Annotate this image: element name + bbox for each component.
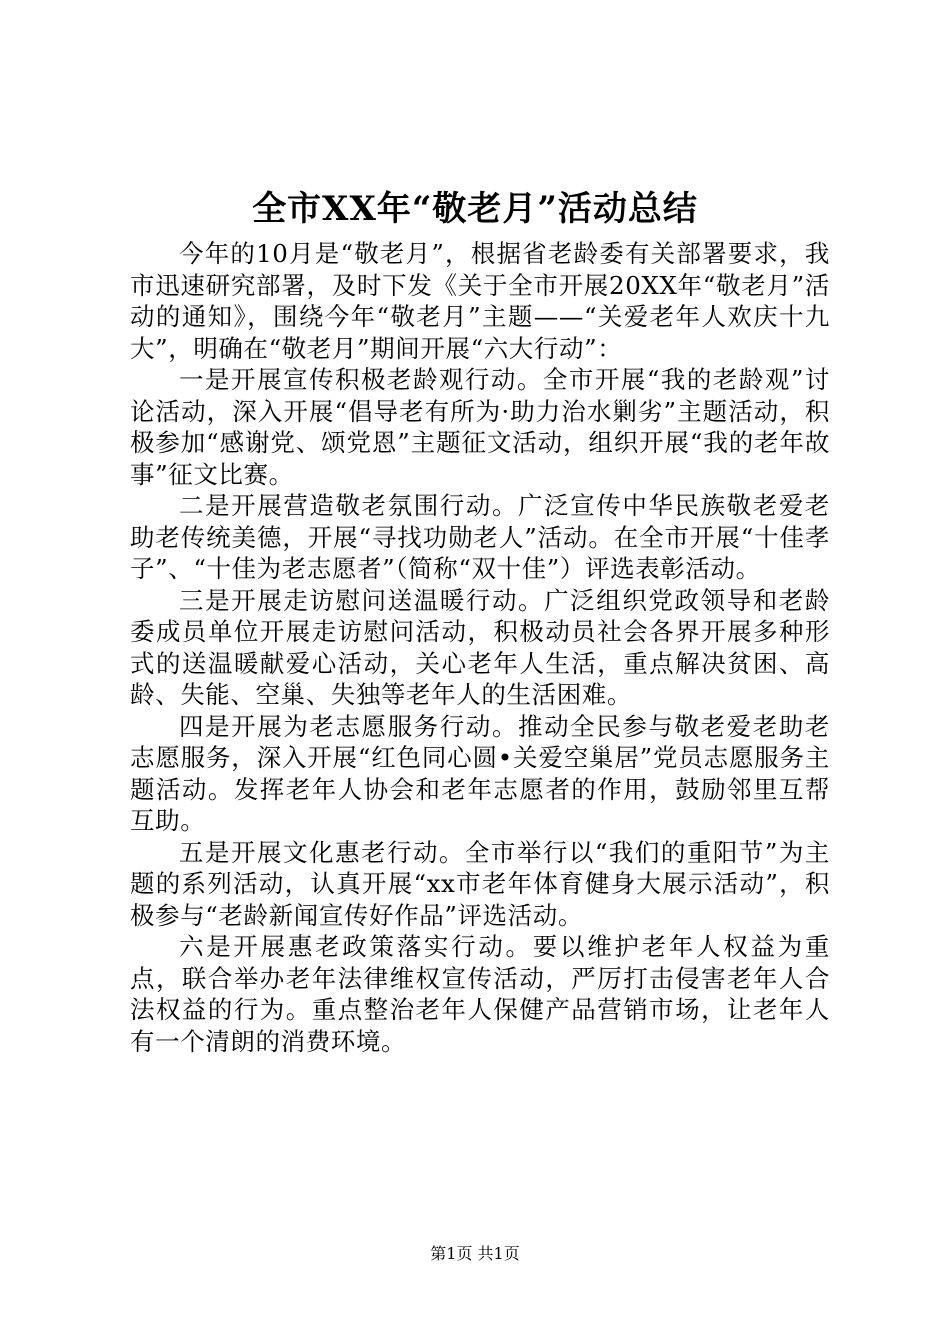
- action-five-paragraph: 五是开展文化惠老行动。全市举行以“我们的重阳节”为主题的系列活动，认真开展“xx市老年体育健身大展示活动”，积极参与“老龄新闻宣传好作品”评选活动。: [130, 837, 830, 930]
- page-number-footer: 第1页 共1页: [430, 1244, 520, 1263]
- action-six-paragraph: 六是开展惠老政策落实行动。要以维护老年人权益为重点，联合举办老年法律维权宣传活动，严厉打击侵害老年人合法权益的行为。重点整治老年人保健产品营销市场，让老年人有一个清朗的消费环境。: [130, 932, 830, 1056]
- document-body: [130, 238, 830, 1057]
- action-one-paragraph: 一是开展宣传积极老龄观行动。全市开展“我的老龄观”讨论活动，深入开展“倡导老有所为·助力治水剿劣”主题活动，积极参加“感谢党、颂党恩”主题征文活动，组织开展“我的老年故事”征文比赛。: [130, 365, 830, 489]
- action-four-paragraph: 四是开展为老志愿服务行动。推动全民参与敬老爱老助老志愿服务，深入开展“红色同心圆•关爱空巢居”党员志愿服务主题活动。发挥老年人协会和老年志愿者的作用，鼓励邻里互帮互助。: [130, 711, 830, 835]
- intro-paragraph: 今年的10月是“敬老月”，根据省老龄委有关部署要求，我市迅速研究部署，及时下发《关于全市开展20XX年“敬老月”活动的通知》，围绕今年“敬老月”主题——“关爱老年人欢庆十九大”，明确在“敬老月”期间开展“六大行动”：: [130, 239, 830, 363]
- action-two-paragraph: 二是开展营造敬老氛围行动。广泛宣传中华民族敬老爱老助老传统美德，开展“寻找功勋老人”活动。在全市开展“十佳孝子”、“十佳为老志愿者”（简称“双十佳”）评选表彰活动。: [130, 491, 830, 583]
- document-title: 全市XX年“敬老月”活动总结: [252, 189, 698, 229]
- action-three-paragraph: 三是开展走访慰问送温暖行动。广泛组织党政领导和老龄委成员单位开展走访慰问活动，积极动员社会各界开展多种形式的送温暖献爱心活动，关心老年人生活，重点解决贫困、高龄、失能、空巢、失独等老年人的生活困难。: [130, 585, 830, 709]
